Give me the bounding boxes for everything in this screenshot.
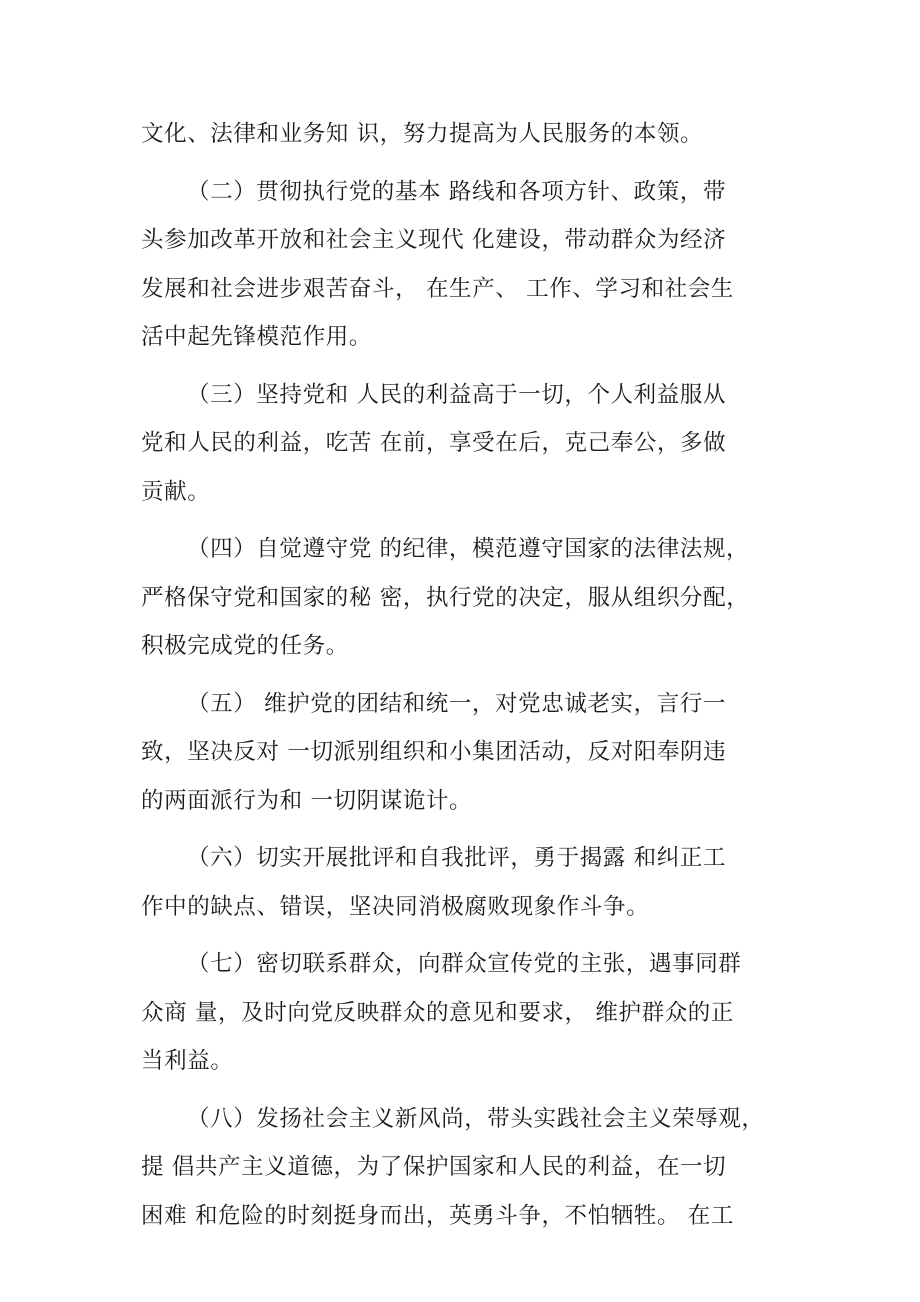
paragraph — [141, 110, 781, 159]
paragraph-7 — [141, 940, 781, 1086]
paragraph-3 — [141, 371, 781, 517]
text-line: 作中的缺点、错误，坚决同消极腐败现象作斗争。 — [141, 893, 650, 920]
paragraph-2 — [141, 168, 781, 362]
text-line: 积极完成党的任务。 — [141, 633, 349, 659]
text-line: （三）坚持党和 人民的利益高于一切，个人利益服从 — [187, 381, 727, 408]
paragraph-8 — [141, 1095, 781, 1241]
paragraph-5 — [141, 680, 781, 826]
text-line: （八）发扬社会主义新风尚，带头实践社会主义荣辱观， — [187, 1105, 765, 1132]
text-line: （二）贯彻执行党的基本 路线和各项方针、政策，带 — [187, 178, 727, 205]
paragraph-4 — [141, 525, 781, 671]
text-line: 发展和社会进步艰苦奋斗， 在生产、 工作、学习和社会生 — [141, 275, 735, 302]
text-line: （七）密切联系群众，向群众宣传党的主张，遇事同群 — [187, 951, 742, 977]
text-line: 文化、法律和业务知 识，努力提高为人民服务的本领。 — [141, 121, 704, 147]
text-line: 党和人民的利益，吃苦 在前，享受在后，克己奉公，多做 — [141, 430, 727, 456]
text-line: 头参加改革开放和社会主义现代 化建设，带动群众为经济 — [141, 227, 727, 253]
text-line: 致，坚决反对 一切派别组织和小集团活动，反对阳奉阴违 — [141, 739, 727, 765]
document-body — [141, 110, 781, 1240]
text-line: 提 倡共产主义道德，为了保护国家和人民的利益，在一切 — [141, 1154, 727, 1180]
text-line: （六）切实开展批评和自我批评，勇于揭露 和纠正工 — [187, 845, 727, 871]
text-line: 众商 量，及时向党反映群众的意见和要求， 维护群众的正 — [141, 999, 735, 1026]
text-line: 严格保守党和国家的秘 密，执行党的决定，服从组织分配， — [141, 584, 750, 611]
text-line: （四）自觉遵守党 的纪律，模范遵守国家的法律法规， — [187, 536, 750, 562]
text-line: 活中起先锋模范作用。 — [141, 324, 373, 350]
text-line: 的两面派行为和 一切阴谋诡计。 — [141, 787, 473, 814]
text-line: 困难 和危险的时刻挺身而出，英勇斗争，不怕牺牲。 在工 — [141, 1202, 735, 1229]
text-line: 当利益。 — [141, 1048, 234, 1074]
text-line: 贡献。 — [141, 478, 211, 505]
paragraph-6 — [141, 834, 781, 931]
text-line: （五） 维护党的团结和统一，对党忠诚老实，言行一 — [187, 690, 727, 717]
